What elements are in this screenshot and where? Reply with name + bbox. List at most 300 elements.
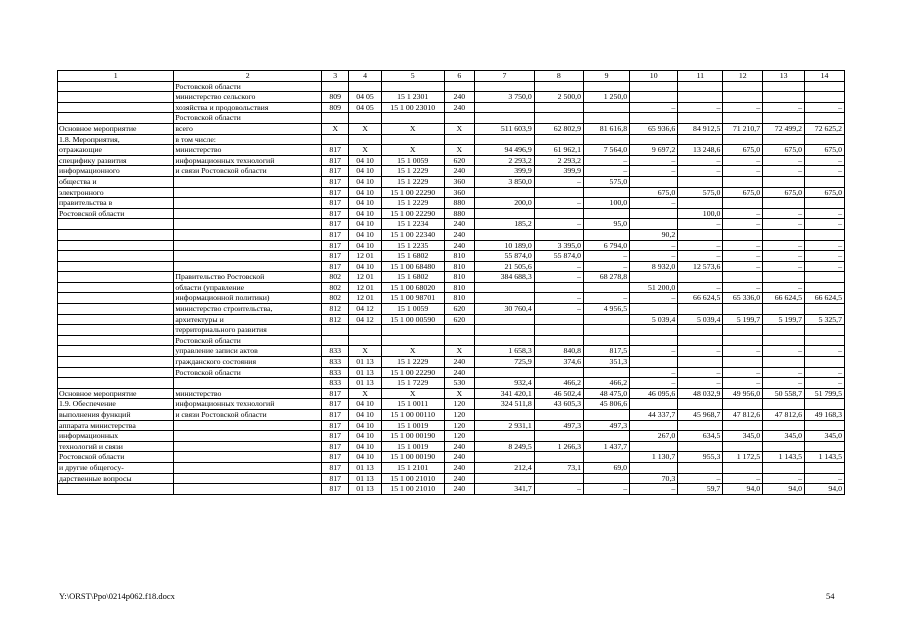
table-cell: [678, 272, 723, 283]
table-cell: 04 10: [349, 166, 381, 177]
table-cell: 240: [444, 219, 474, 230]
table-cell: 04 10: [349, 198, 381, 209]
table-cell: Ростовской области: [58, 452, 174, 463]
table-cell: 04 10: [349, 155, 381, 166]
table-cell: 100,0: [584, 198, 630, 209]
table-cell: 12 01: [349, 251, 381, 262]
table-cell: 15 1 6802: [381, 272, 444, 283]
table-cell: [349, 335, 381, 346]
table-cell: [805, 325, 845, 336]
table-cell: и другие общегосу-: [58, 462, 174, 473]
table-row: [58, 335, 845, 346]
table-cell: [723, 229, 763, 240]
table-cell: [534, 410, 583, 421]
table-cell: [381, 81, 444, 92]
table-cell: –: [678, 378, 723, 389]
table-cell: 1 658,3: [475, 346, 535, 357]
table-cell: 267,0: [630, 431, 678, 442]
table-cell: 812: [322, 304, 349, 315]
table-cell: 04 10: [349, 208, 381, 219]
table-cell: [534, 335, 583, 346]
table-cell: [322, 81, 349, 92]
table-cell: [805, 441, 845, 452]
table-cell: в том числе:: [174, 134, 322, 145]
table-cell: Х: [381, 145, 444, 156]
table-cell: 95,0: [584, 219, 630, 230]
table-cell: 50 558,7: [763, 388, 805, 399]
table-cell: –: [678, 282, 723, 293]
table-cell: [584, 134, 630, 145]
table-cell: Х: [349, 346, 381, 357]
table-cell: [58, 314, 174, 325]
table-row: [58, 219, 845, 230]
table-cell: –: [763, 166, 805, 177]
table-cell: 675,0: [763, 145, 805, 156]
table-cell: [678, 399, 723, 410]
table-cell: [723, 441, 763, 452]
table-cell: [584, 325, 630, 336]
table-cell: [723, 357, 763, 368]
table-cell: [475, 113, 535, 124]
table-cell: –: [763, 208, 805, 219]
table-cell: [475, 452, 535, 463]
table-cell: 84 912,5: [678, 123, 723, 134]
table-cell: [444, 335, 474, 346]
table-cell: [174, 176, 322, 187]
table-cell: 240: [444, 473, 474, 484]
table-cell: 817: [322, 431, 349, 442]
document-path: Y:\ORST\Ppo\0214p062.f18.docx: [59, 591, 175, 601]
table-row: [58, 251, 845, 262]
table-cell: [630, 113, 678, 124]
table-cell: [763, 176, 805, 187]
table-cell: 12 01: [349, 282, 381, 293]
table-row: [58, 113, 845, 124]
table-row: [58, 325, 845, 336]
table-cell: [58, 346, 174, 357]
table-cell: [763, 198, 805, 209]
table-cell: 817: [322, 399, 349, 410]
table-cell: 55 874,0: [475, 251, 535, 262]
table-cell: 802: [322, 293, 349, 304]
table-cell: информационного: [58, 166, 174, 177]
table-cell: 15 1 00 22290: [381, 187, 444, 198]
table-row: [58, 399, 845, 410]
table-cell: [534, 473, 583, 484]
table-cell: [475, 102, 535, 113]
table-cell: [805, 198, 845, 209]
table-row: [58, 304, 845, 315]
table-cell: Х: [349, 145, 381, 156]
column-header: 10: [630, 71, 678, 82]
table-cell: [475, 314, 535, 325]
table-cell: [763, 335, 805, 346]
table-cell: 01 13: [349, 357, 381, 368]
table-cell: Основное мероприятие: [58, 123, 174, 134]
table-cell: –: [723, 251, 763, 262]
table-cell: [475, 431, 535, 442]
table-cell: [763, 462, 805, 473]
table-cell: 817: [322, 229, 349, 240]
table-cell: 65 336,0: [723, 293, 763, 304]
table-cell: [174, 431, 322, 442]
table-cell: [723, 272, 763, 283]
table-cell: [349, 113, 381, 124]
table-cell: [174, 240, 322, 251]
table-cell: 6 794,0: [584, 240, 630, 251]
table-cell: [805, 92, 845, 103]
table-cell: 61 962,1: [534, 145, 583, 156]
table-cell: –: [763, 261, 805, 272]
table-cell: 49 956,0: [723, 388, 763, 399]
table-cell: –: [678, 240, 723, 251]
table-cell: [58, 378, 174, 389]
table-cell: 55 874,0: [534, 251, 583, 262]
table-cell: [805, 304, 845, 315]
table-cell: 810: [444, 261, 474, 272]
table-cell: 817: [322, 462, 349, 473]
table-cell: правительства в: [58, 198, 174, 209]
table-cell: [174, 187, 322, 198]
table-row: [58, 176, 845, 187]
table-cell: 15 1 00 00190: [381, 431, 444, 442]
table-cell: –: [723, 166, 763, 177]
table-cell: –: [723, 261, 763, 272]
table-cell: 2 293,2: [475, 155, 535, 166]
table-cell: [805, 134, 845, 145]
table-cell: 817,5: [584, 346, 630, 357]
table-cell: 04 10: [349, 240, 381, 251]
table-cell: [630, 176, 678, 187]
table-cell: –: [805, 240, 845, 251]
table-cell: [805, 176, 845, 187]
table-cell: 15 1 0059: [381, 304, 444, 315]
column-header: 1: [58, 71, 174, 82]
table-cell: [723, 176, 763, 187]
table-cell: [678, 229, 723, 240]
table-cell: [763, 304, 805, 315]
table-cell: –: [763, 367, 805, 378]
table-cell: 817: [322, 261, 349, 272]
table-cell: области (управление: [174, 282, 322, 293]
table-cell: [475, 325, 535, 336]
table-cell: [534, 81, 583, 92]
table-cell: –: [805, 155, 845, 166]
table-cell: 15 1 2101: [381, 462, 444, 473]
table-cell: 04 12: [349, 314, 381, 325]
table-cell: [630, 219, 678, 230]
table-cell: информационных технологий: [174, 399, 322, 410]
table-cell: 3 850,0: [475, 176, 535, 187]
table-cell: [58, 229, 174, 240]
table-cell: Ростовской области: [58, 208, 174, 219]
table-cell: 833: [322, 357, 349, 368]
table-cell: [630, 399, 678, 410]
table-cell: 100,0: [678, 208, 723, 219]
table-cell: 399,9: [475, 166, 535, 177]
table-cell: 72 499,2: [763, 123, 805, 134]
table-cell: [678, 357, 723, 368]
table-cell: Ростовской области: [174, 335, 322, 346]
table-cell: 01 13: [349, 462, 381, 473]
table-cell: [763, 441, 805, 452]
table-cell: [444, 134, 474, 145]
table-cell: и связи Ростовской области: [174, 166, 322, 177]
table-cell: [630, 208, 678, 219]
table-cell: [174, 452, 322, 463]
table-cell: [763, 81, 805, 92]
table-cell: 817: [322, 452, 349, 463]
table-cell: Правительство Ростовской: [174, 272, 322, 283]
table-cell: [58, 357, 174, 368]
table-cell: –: [534, 272, 583, 283]
table-cell: [763, 113, 805, 124]
table-row: [58, 282, 845, 293]
table-cell: –: [630, 378, 678, 389]
table-cell: Основное мероприятие: [58, 388, 174, 399]
table-cell: 21 505,6: [475, 261, 535, 272]
table-cell: 212,4: [475, 462, 535, 473]
table-cell: архитектуры и: [174, 314, 322, 325]
table-cell: 13 248,6: [678, 145, 723, 156]
table-cell: [58, 240, 174, 251]
table-cell: [723, 462, 763, 473]
table-cell: [58, 113, 174, 124]
table-cell: [174, 473, 322, 484]
table-cell: –: [678, 155, 723, 166]
table-cell: [584, 208, 630, 219]
table-cell: [805, 113, 845, 124]
table-cell: –: [805, 208, 845, 219]
table-cell: –: [630, 155, 678, 166]
table-cell: [584, 113, 630, 124]
table-cell: [534, 325, 583, 336]
table-cell: [805, 399, 845, 410]
table-cell: 04 10: [349, 399, 381, 410]
table-cell: –: [723, 219, 763, 230]
table-cell: [584, 367, 630, 378]
table-cell: [584, 102, 630, 113]
table-cell: 73,1: [534, 462, 583, 473]
table-cell: [58, 282, 174, 293]
table-cell: 240: [444, 102, 474, 113]
table-cell: 809: [322, 102, 349, 113]
table-cell: [381, 325, 444, 336]
column-header: 4: [349, 71, 381, 82]
table-cell: специфику развития: [58, 155, 174, 166]
table-cell: [763, 357, 805, 368]
table-cell: 1 250,0: [584, 92, 630, 103]
table-cell: –: [630, 367, 678, 378]
table-cell: [630, 92, 678, 103]
table-cell: [678, 81, 723, 92]
column-header: 14: [805, 71, 845, 82]
table-cell: [174, 229, 322, 240]
table-cell: выполнения функций: [58, 410, 174, 421]
table-cell: 1 266,3: [534, 441, 583, 452]
table-cell: 72 625,2: [805, 123, 845, 134]
table-cell: [475, 367, 535, 378]
table-cell: 45 806,6: [584, 399, 630, 410]
table-cell: министерство: [174, 145, 322, 156]
table-cell: 04 10: [349, 229, 381, 240]
table-cell: 94,0: [763, 484, 805, 495]
table-cell: 374,6: [534, 357, 583, 368]
table-cell: 351,3: [584, 357, 630, 368]
table-cell: 833: [322, 367, 349, 378]
table-cell: [763, 272, 805, 283]
table-cell: 7 564,0: [584, 145, 630, 156]
table-cell: [723, 420, 763, 431]
table-cell: 68 278,8: [584, 272, 630, 283]
table-cell: 817: [322, 240, 349, 251]
table-row: [58, 388, 845, 399]
table-cell: 840,8: [534, 346, 583, 357]
table-cell: 15 1 00 00110: [381, 410, 444, 421]
table-cell: 817: [322, 155, 349, 166]
table-cell: Х: [381, 346, 444, 357]
table-cell: 1 130,7: [630, 452, 678, 463]
table-cell: 81 616,8: [584, 123, 630, 134]
table-cell: 1 172,5: [723, 452, 763, 463]
table-cell: [584, 473, 630, 484]
table-cell: 15 1 2229: [381, 198, 444, 209]
table-cell: 46 095,6: [630, 388, 678, 399]
table-cell: информационной политики): [174, 293, 322, 304]
table-cell: [58, 304, 174, 315]
table-row: [58, 462, 845, 473]
table-cell: 817: [322, 187, 349, 198]
table-cell: 15 1 2301: [381, 92, 444, 103]
table-cell: [58, 219, 174, 230]
table-cell: 497,3: [584, 420, 630, 431]
table-cell: Ростовской области: [174, 367, 322, 378]
table-cell: [381, 113, 444, 124]
table-cell: 1 143,5: [805, 452, 845, 463]
table-cell: [723, 325, 763, 336]
table-cell: 1.8. Мероприятия,: [58, 134, 174, 145]
table-cell: 04 10: [349, 261, 381, 272]
table-row: [58, 123, 845, 134]
table-cell: [174, 420, 322, 431]
table-cell: –: [723, 473, 763, 484]
table-cell: 5 039,4: [678, 314, 723, 325]
table-cell: 812: [322, 314, 349, 325]
header-row: [58, 71, 845, 82]
table-cell: 341 420,1: [475, 388, 535, 399]
table-cell: –: [763, 251, 805, 262]
table-cell: –: [763, 155, 805, 166]
table-cell: [58, 367, 174, 378]
table-cell: 2 500,0: [534, 92, 583, 103]
table-cell: [475, 229, 535, 240]
table-cell: [584, 431, 630, 442]
table-cell: 3 395,0: [534, 240, 583, 251]
table-cell: 66 624,5: [678, 293, 723, 304]
table-cell: 1.9. Обеспечение: [58, 399, 174, 410]
table-cell: 575,0: [678, 187, 723, 198]
table-row: [58, 410, 845, 421]
table-cell: [58, 81, 174, 92]
table-cell: 817: [322, 208, 349, 219]
table-cell: –: [763, 378, 805, 389]
table-cell: 15 1 2229: [381, 357, 444, 368]
table-cell: –: [630, 251, 678, 262]
table-cell: министерство: [174, 388, 322, 399]
table-cell: 70,3: [630, 473, 678, 484]
table-cell: [630, 357, 678, 368]
table-cell: [349, 325, 381, 336]
table-cell: 15 1 0019: [381, 441, 444, 452]
table-row: [58, 240, 845, 251]
table-cell: 200,0: [475, 198, 535, 209]
table-cell: 675,0: [805, 145, 845, 156]
table-cell: 466,2: [584, 378, 630, 389]
table-cell: 15 1 00 68020: [381, 282, 444, 293]
table-cell: 817: [322, 388, 349, 399]
table-cell: [534, 229, 583, 240]
table-row: [58, 473, 845, 484]
table-cell: [584, 187, 630, 198]
table-cell: 345,0: [723, 431, 763, 442]
table-cell: [678, 113, 723, 124]
table-cell: общества и: [58, 176, 174, 187]
table-cell: электронного: [58, 187, 174, 198]
table-row: [58, 134, 845, 145]
table-cell: 04 10: [349, 187, 381, 198]
table-cell: 15 1 00 21010: [381, 484, 444, 495]
table-cell: [630, 420, 678, 431]
table-cell: 94,0: [805, 484, 845, 495]
table-cell: 2 293,2: [534, 155, 583, 166]
table-cell: 932,4: [475, 378, 535, 389]
table-cell: 345,0: [763, 431, 805, 442]
table-cell: 45 968,7: [678, 410, 723, 421]
table-cell: –: [534, 198, 583, 209]
table-cell: [58, 261, 174, 272]
table-cell: 817: [322, 420, 349, 431]
table-cell: [475, 208, 535, 219]
table-cell: Ростовской области: [174, 113, 322, 124]
table-cell: 817: [322, 219, 349, 230]
table-cell: 94 496,9: [475, 145, 535, 156]
table-cell: –: [763, 219, 805, 230]
table-cell: 575,0: [584, 176, 630, 187]
table-cell: [630, 304, 678, 315]
table-cell: –: [723, 240, 763, 251]
table-cell: 185,2: [475, 219, 535, 230]
table-cell: [584, 452, 630, 463]
table-cell: [58, 325, 174, 336]
table-cell: –: [534, 176, 583, 187]
table-cell: [630, 441, 678, 452]
table-row: [58, 420, 845, 431]
table-cell: [678, 176, 723, 187]
table-cell: [723, 92, 763, 103]
table-cell: 15 1 00 98701: [381, 293, 444, 304]
table-cell: –: [763, 282, 805, 293]
table-row: [58, 367, 845, 378]
table-cell: [630, 325, 678, 336]
table-cell: –: [534, 304, 583, 315]
table-cell: [630, 272, 678, 283]
table-row: [58, 155, 845, 166]
table-cell: –: [723, 102, 763, 113]
table-cell: 04 12: [349, 304, 381, 315]
table-cell: –: [723, 346, 763, 357]
table-cell: технологий и связи: [58, 441, 174, 452]
table-cell: Х: [381, 123, 444, 134]
